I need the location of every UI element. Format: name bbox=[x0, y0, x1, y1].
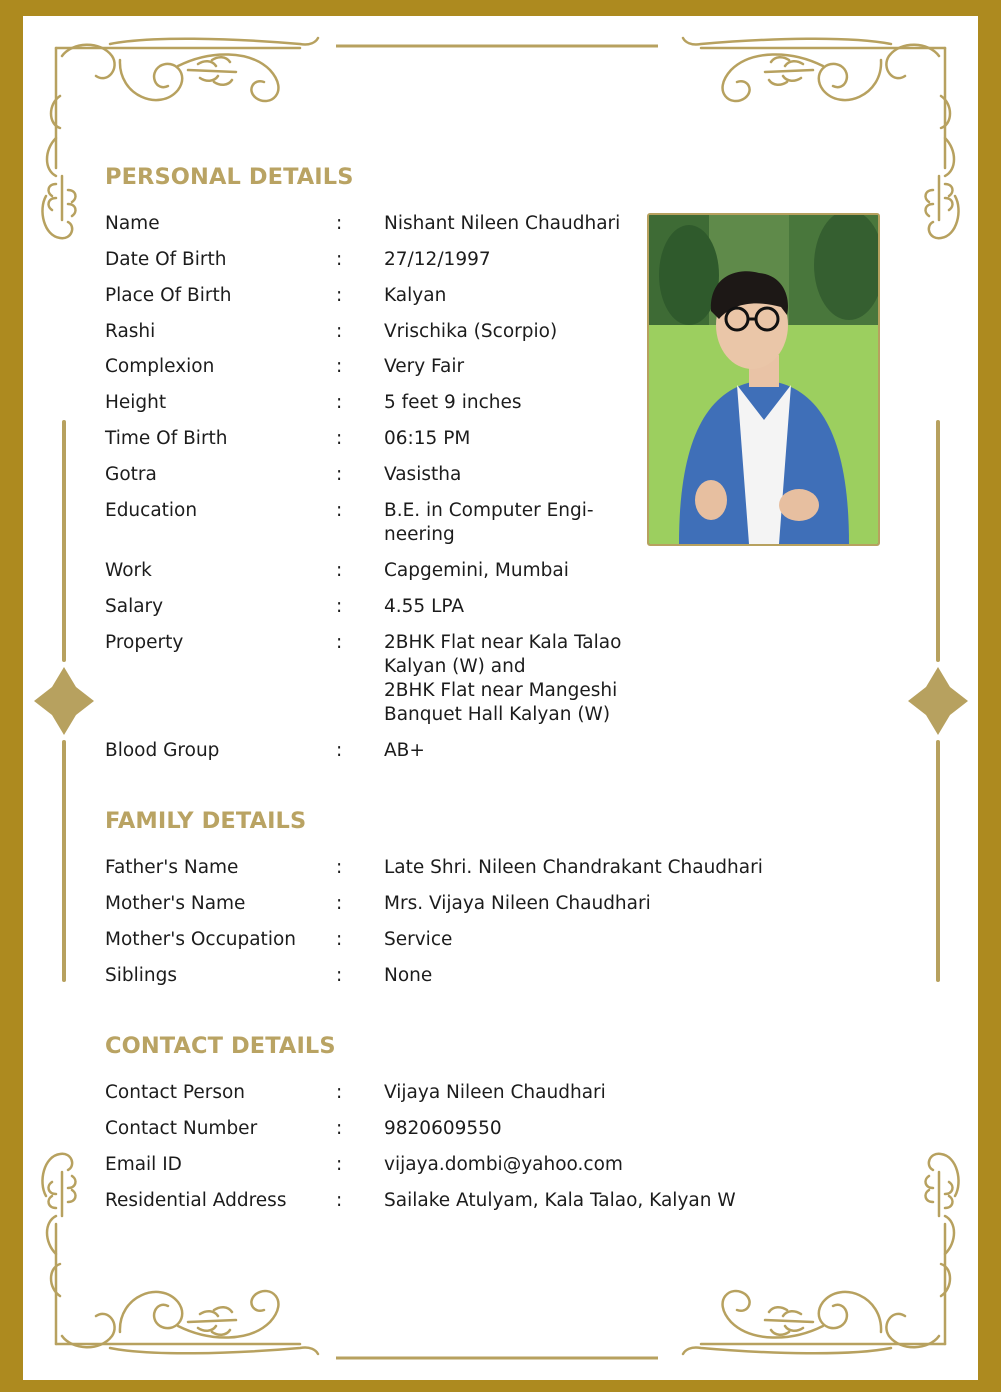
field-value: B.E. in Computer Engi- neering bbox=[384, 500, 594, 545]
field-separator: : bbox=[336, 392, 343, 413]
field-separator: : bbox=[336, 1082, 343, 1103]
field-separator: : bbox=[336, 893, 343, 914]
field-separator: : bbox=[336, 740, 343, 761]
field-separator: : bbox=[336, 356, 343, 377]
field-value: 06:15 PM bbox=[384, 428, 471, 449]
field-value: 5 feet 9 inches bbox=[384, 392, 522, 413]
field-separator: : bbox=[336, 965, 343, 986]
field-separator: : bbox=[336, 857, 343, 878]
field-value: None bbox=[384, 965, 433, 986]
field-label: Email ID bbox=[105, 1154, 182, 1175]
field-separator: : bbox=[336, 596, 343, 617]
field-value: Kalyan bbox=[384, 285, 447, 306]
profile-photo bbox=[647, 213, 880, 546]
field-label: Complexion bbox=[105, 356, 215, 377]
field-label: Name bbox=[105, 213, 160, 234]
personal-details-heading: PERSONAL DETAILS bbox=[105, 164, 354, 190]
field-separator: : bbox=[336, 249, 343, 270]
field-label: Height bbox=[105, 392, 167, 413]
field-separator: : bbox=[336, 285, 343, 306]
field-separator: : bbox=[336, 1118, 343, 1139]
field-label: Education bbox=[105, 500, 198, 521]
field-value: Late Shri. Nileen Chandrakant Chaudhari bbox=[384, 857, 763, 878]
field-separator: : bbox=[336, 213, 343, 234]
field-value: Vasistha bbox=[384, 464, 462, 485]
field-label: Residential Address bbox=[105, 1190, 287, 1211]
field-separator: : bbox=[336, 632, 343, 653]
field-separator: : bbox=[336, 1190, 343, 1211]
field-separator: : bbox=[336, 321, 343, 342]
field-value: 2BHK Flat near Kala Talao Kalyan (W) and 2BHK Flat near Mangeshi Banquet Hall Kalyan (W) bbox=[384, 632, 622, 725]
field-separator: : bbox=[336, 500, 343, 521]
field-label: Property bbox=[105, 632, 184, 653]
field-label: Mother's Name bbox=[105, 893, 246, 914]
field-label: Contact Person bbox=[105, 1082, 246, 1103]
field-label: Blood Group bbox=[105, 740, 220, 761]
field-separator: : bbox=[336, 428, 343, 449]
field-label: Place Of Birth bbox=[105, 285, 232, 306]
field-value: Capgemini, Mumbai bbox=[384, 560, 569, 581]
field-value: AB+ bbox=[384, 740, 425, 761]
field-value: Vrischika (Scorpio) bbox=[384, 321, 558, 342]
field-label: Date Of Birth bbox=[105, 249, 227, 270]
field-label: Rashi bbox=[105, 321, 156, 342]
field-value: Service bbox=[384, 929, 453, 950]
field-value: Vijaya Nileen Chaudhari bbox=[384, 1082, 606, 1103]
field-value: 4.55 LPA bbox=[384, 596, 465, 617]
field-label: Father's Name bbox=[105, 857, 239, 878]
field-value: vijaya.dombi@yahoo.com bbox=[384, 1154, 623, 1175]
field-label: Work bbox=[105, 560, 152, 581]
field-separator: : bbox=[336, 929, 343, 950]
field-value: Nishant Nileen Chaudhari bbox=[384, 213, 621, 234]
field-value: 9820609550 bbox=[384, 1118, 502, 1139]
family-details-heading: FAMILY DETAILS bbox=[105, 808, 307, 834]
field-value: Mrs. Vijaya Nileen Chaudhari bbox=[384, 893, 651, 914]
field-label: Salary bbox=[105, 596, 164, 617]
field-value: Sailake Atulyam, Kala Talao, Kalyan W bbox=[384, 1190, 736, 1211]
field-separator: : bbox=[336, 464, 343, 485]
field-label: Contact Number bbox=[105, 1118, 258, 1139]
contact-details-heading: CONTACT DETAILS bbox=[105, 1033, 336, 1059]
field-value: Very Fair bbox=[384, 356, 465, 377]
field-label: Siblings bbox=[105, 965, 178, 986]
field-label: Time Of Birth bbox=[105, 428, 228, 449]
field-separator: : bbox=[336, 1154, 343, 1175]
field-label: Gotra bbox=[105, 464, 157, 485]
field-separator: : bbox=[336, 560, 343, 581]
field-label: Mother's Occupation bbox=[105, 929, 296, 950]
field-value: 27/12/1997 bbox=[384, 249, 491, 270]
